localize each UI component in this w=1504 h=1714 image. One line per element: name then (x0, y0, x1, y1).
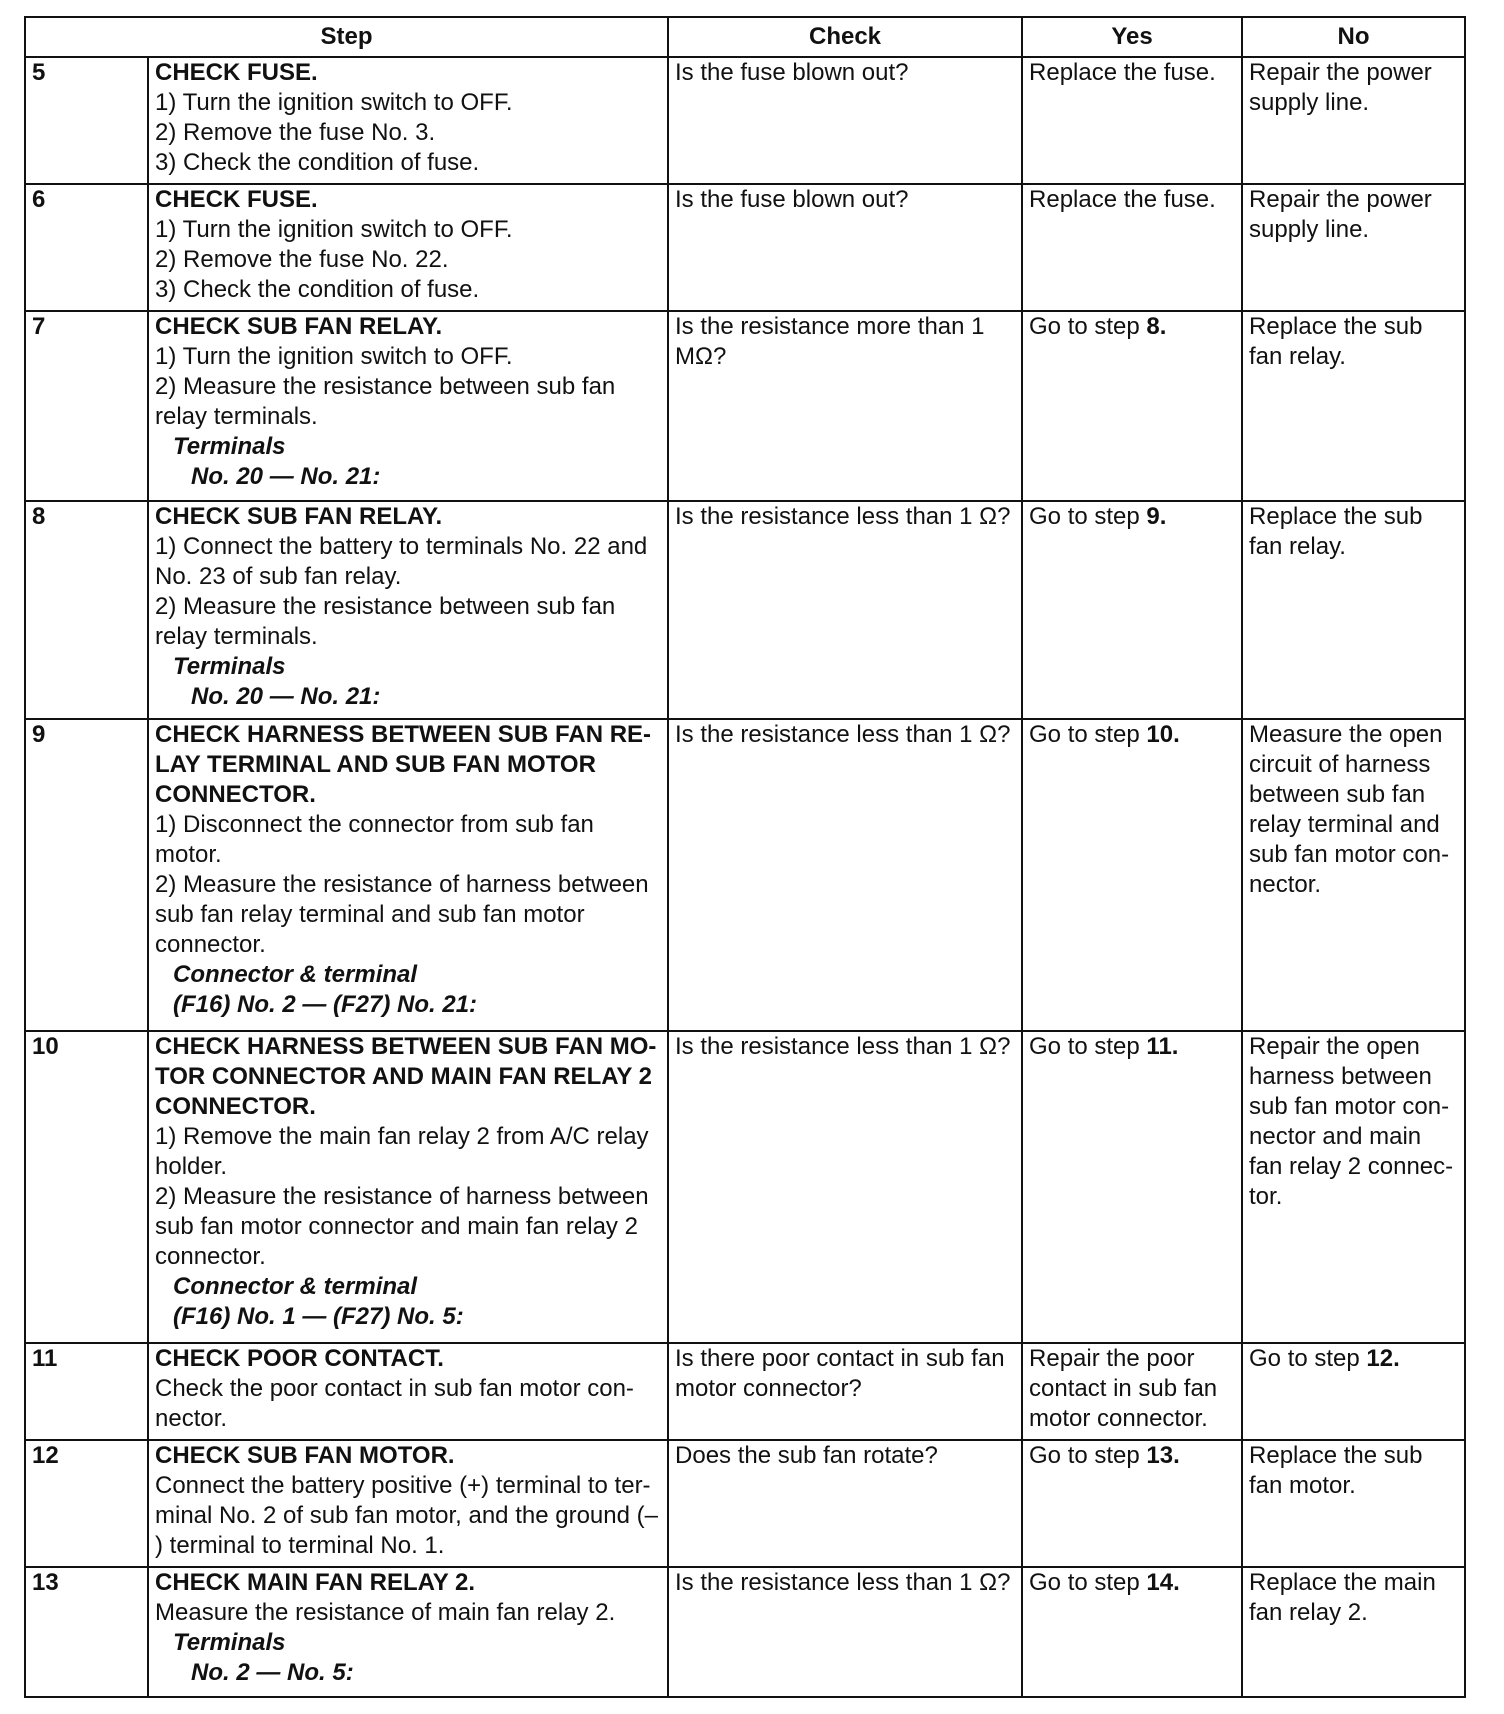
step-instruction: Measure the resistance of main fan relay 2. (155, 1599, 616, 1626)
yes-step-ref: 14. (1146, 1569, 1180, 1596)
check-cell: Is there poor contact in sub fan motor connector? (668, 1343, 1022, 1440)
table-row (25, 184, 1465, 311)
yes-text: Replace the fuse. (1029, 59, 1216, 86)
yes-step-ref: 13. (1146, 1442, 1180, 1469)
yes-text: Go to step (1029, 1033, 1140, 1060)
step-cell (148, 501, 668, 719)
yes-cell (1022, 1031, 1242, 1343)
check-cell: Is the resistance more than 1 MΩ? (668, 311, 1022, 501)
step-instruction: 2) Measure the resistance between sub fan relay terminals. (155, 593, 616, 650)
step-instruction: 2) Measure the resistance between sub fan relay terminals. (155, 373, 616, 430)
no-cell (1242, 501, 1465, 719)
yes-step-ref: 9. (1146, 503, 1167, 530)
yes-text: Go to step (1029, 313, 1140, 340)
terminal-value: (F16) No. 2 — (F27) No. 21: (173, 991, 478, 1018)
table-row (25, 1343, 1465, 1440)
step-title: CHECK HARNESS BETWEEN SUB FAN RE-LAY TERMINAL AND SUB FAN MOTOR CONNECTOR. (155, 721, 652, 808)
step-instruction: 3) Check the condition of fuse. (155, 149, 480, 176)
step-instruction: 1) Connect the battery to terminals No. 22 and No. 23 of sub fan relay. (155, 533, 648, 590)
check-cell: Is the resistance less than 1 Ω? (668, 1567, 1022, 1697)
no-text: Measure the open circuit of harness between sub fan relay terminal and sub fan motor con-nector. (1249, 721, 1450, 898)
no-cell (1242, 1343, 1465, 1440)
step-number: 5 (25, 57, 148, 184)
step-cell (148, 1440, 668, 1567)
terminal-value: No. 20 — No. 21: (191, 463, 381, 490)
terminal-label: Connector & terminal (173, 1273, 418, 1300)
step-number: 6 (25, 184, 148, 311)
no-text: Repair the power supply line. (1249, 186, 1432, 243)
terminal-label: Terminals (173, 653, 286, 680)
table-row (25, 1031, 1465, 1343)
step-number: 11 (25, 1343, 148, 1440)
yes-step-ref: 11. (1146, 1033, 1179, 1060)
no-cell (1242, 719, 1465, 1031)
yes-step-ref: 8. (1146, 313, 1167, 340)
step-instruction: 2) Remove the fuse No. 22. (155, 246, 449, 273)
no-text: Replace the sub fan relay. (1249, 503, 1423, 560)
header-row (25, 17, 1465, 57)
no-cell (1242, 1440, 1465, 1567)
step-number: 7 (25, 311, 148, 501)
table-row (25, 57, 1465, 184)
step-instruction: 1) Turn the ignition switch to OFF. (155, 89, 513, 116)
step-cell (148, 57, 668, 184)
yes-text: Go to step (1029, 503, 1140, 530)
step-cell (148, 311, 668, 501)
table-row (25, 1440, 1465, 1567)
step-instruction: 1) Disconnect the connector from sub fan motor. (155, 811, 594, 868)
step-instruction: 2) Remove the fuse No. 3. (155, 119, 436, 146)
step-instruction: 2) Measure the resistance of harness between sub fan relay terminal and sub fan motor connector. (155, 871, 649, 958)
terminal-label: Terminals (173, 433, 286, 460)
yes-cell (1022, 1343, 1242, 1440)
table-row (25, 501, 1465, 719)
check-cell: Is the fuse blown out? (668, 184, 1022, 311)
check-cell: Does the sub fan rotate? (668, 1440, 1022, 1567)
step-title: CHECK SUB FAN MOTOR. (155, 1442, 455, 1469)
yes-text: Go to step (1029, 1442, 1140, 1469)
table-row (25, 719, 1465, 1031)
step-instruction: 3) Check the condition of fuse. (155, 276, 480, 303)
no-text: Replace the main fan relay 2. (1249, 1569, 1436, 1626)
terminal-value: No. 20 — No. 21: (191, 683, 381, 710)
step-title: CHECK SUB FAN RELAY. (155, 313, 443, 340)
check-cell: Is the resistance less than 1 Ω? (668, 501, 1022, 719)
terminal-label: Terminals (173, 1629, 286, 1656)
yes-cell (1022, 1567, 1242, 1697)
step-instruction: 1) Remove the main fan relay 2 from A/C relay holder. (155, 1123, 649, 1180)
yes-text: Go to step (1029, 1569, 1140, 1596)
check-cell: Is the resistance less than 1 Ω? (668, 1031, 1022, 1343)
no-cell (1242, 1567, 1465, 1697)
check-cell: Is the resistance less than 1 Ω? (668, 719, 1022, 1031)
step-title: CHECK FUSE. (155, 59, 318, 86)
step-title: CHECK FUSE. (155, 186, 318, 213)
no-text: Repair the power supply line. (1249, 59, 1432, 116)
step-cell (148, 719, 668, 1031)
step-title: CHECK MAIN FAN RELAY 2. (155, 1569, 476, 1596)
diagnostic-table (24, 16, 1466, 1698)
yes-cell (1022, 184, 1242, 311)
step-instruction: 1) Turn the ignition switch to OFF. (155, 216, 513, 243)
no-text: Replace the sub fan relay. (1249, 313, 1423, 370)
yes-cell (1022, 311, 1242, 501)
header-step: Step (25, 17, 668, 57)
step-number: 10 (25, 1031, 148, 1343)
step-number: 8 (25, 501, 148, 719)
no-cell (1242, 57, 1465, 184)
step-number: 12 (25, 1440, 148, 1567)
step-number: 9 (25, 719, 148, 1031)
terminal-value: (F16) No. 1 — (F27) No. 5: (173, 1303, 464, 1330)
yes-cell (1022, 57, 1242, 184)
table-row (25, 1567, 1465, 1697)
no-step-ref: 12. (1366, 1345, 1400, 1372)
header-check: Check (668, 17, 1022, 57)
step-title: CHECK POOR CONTACT. (155, 1345, 444, 1372)
yes-step-ref: 10. (1146, 721, 1180, 748)
no-cell (1242, 1031, 1465, 1343)
yes-text: Go to step (1029, 721, 1140, 748)
no-text: Go to step (1249, 1345, 1360, 1372)
table-row (25, 311, 1465, 501)
check-cell: Is the fuse blown out? (668, 57, 1022, 184)
step-cell (148, 1031, 668, 1343)
step-number: 13 (25, 1567, 148, 1697)
step-cell (148, 1567, 668, 1697)
step-instruction: Connect the battery positive (+) terminal to ter-minal No. 2 of sub fan motor, and the ground (– ) terminal to terminal No. 1. (155, 1472, 658, 1559)
step-cell (148, 1343, 668, 1440)
yes-cell (1022, 1440, 1242, 1567)
no-text: Replace the sub fan motor. (1249, 1442, 1423, 1499)
step-title: CHECK SUB FAN RELAY. (155, 503, 443, 530)
step-instruction: 1) Turn the ignition switch to OFF. (155, 343, 513, 370)
yes-cell (1022, 719, 1242, 1031)
step-instruction: Check the poor contact in sub fan motor con-nector. (155, 1375, 634, 1432)
header-yes: Yes (1022, 17, 1242, 57)
terminal-value: No. 2 — No. 5: (191, 1659, 354, 1686)
step-cell (148, 184, 668, 311)
no-cell (1242, 311, 1465, 501)
yes-cell (1022, 501, 1242, 719)
no-text: Repair the open harness between sub fan motor con-nector and main fan relay 2 connec-tor. (1249, 1033, 1454, 1210)
step-title: CHECK HARNESS BETWEEN SUB FAN MO-TOR CONNECTOR AND MAIN FAN RELAY 2 CONNECTOR. (155, 1033, 657, 1120)
yes-text: Replace the fuse. (1029, 186, 1216, 213)
step-instruction: 2) Measure the resistance of harness between sub fan motor connector and main fan relay 2 connector. (155, 1183, 649, 1270)
terminal-label: Connector & terminal (173, 961, 418, 988)
no-cell (1242, 184, 1465, 311)
header-no: No (1242, 17, 1465, 57)
yes-text: Repair the poor contact in sub fan motor connector. (1029, 1345, 1218, 1432)
